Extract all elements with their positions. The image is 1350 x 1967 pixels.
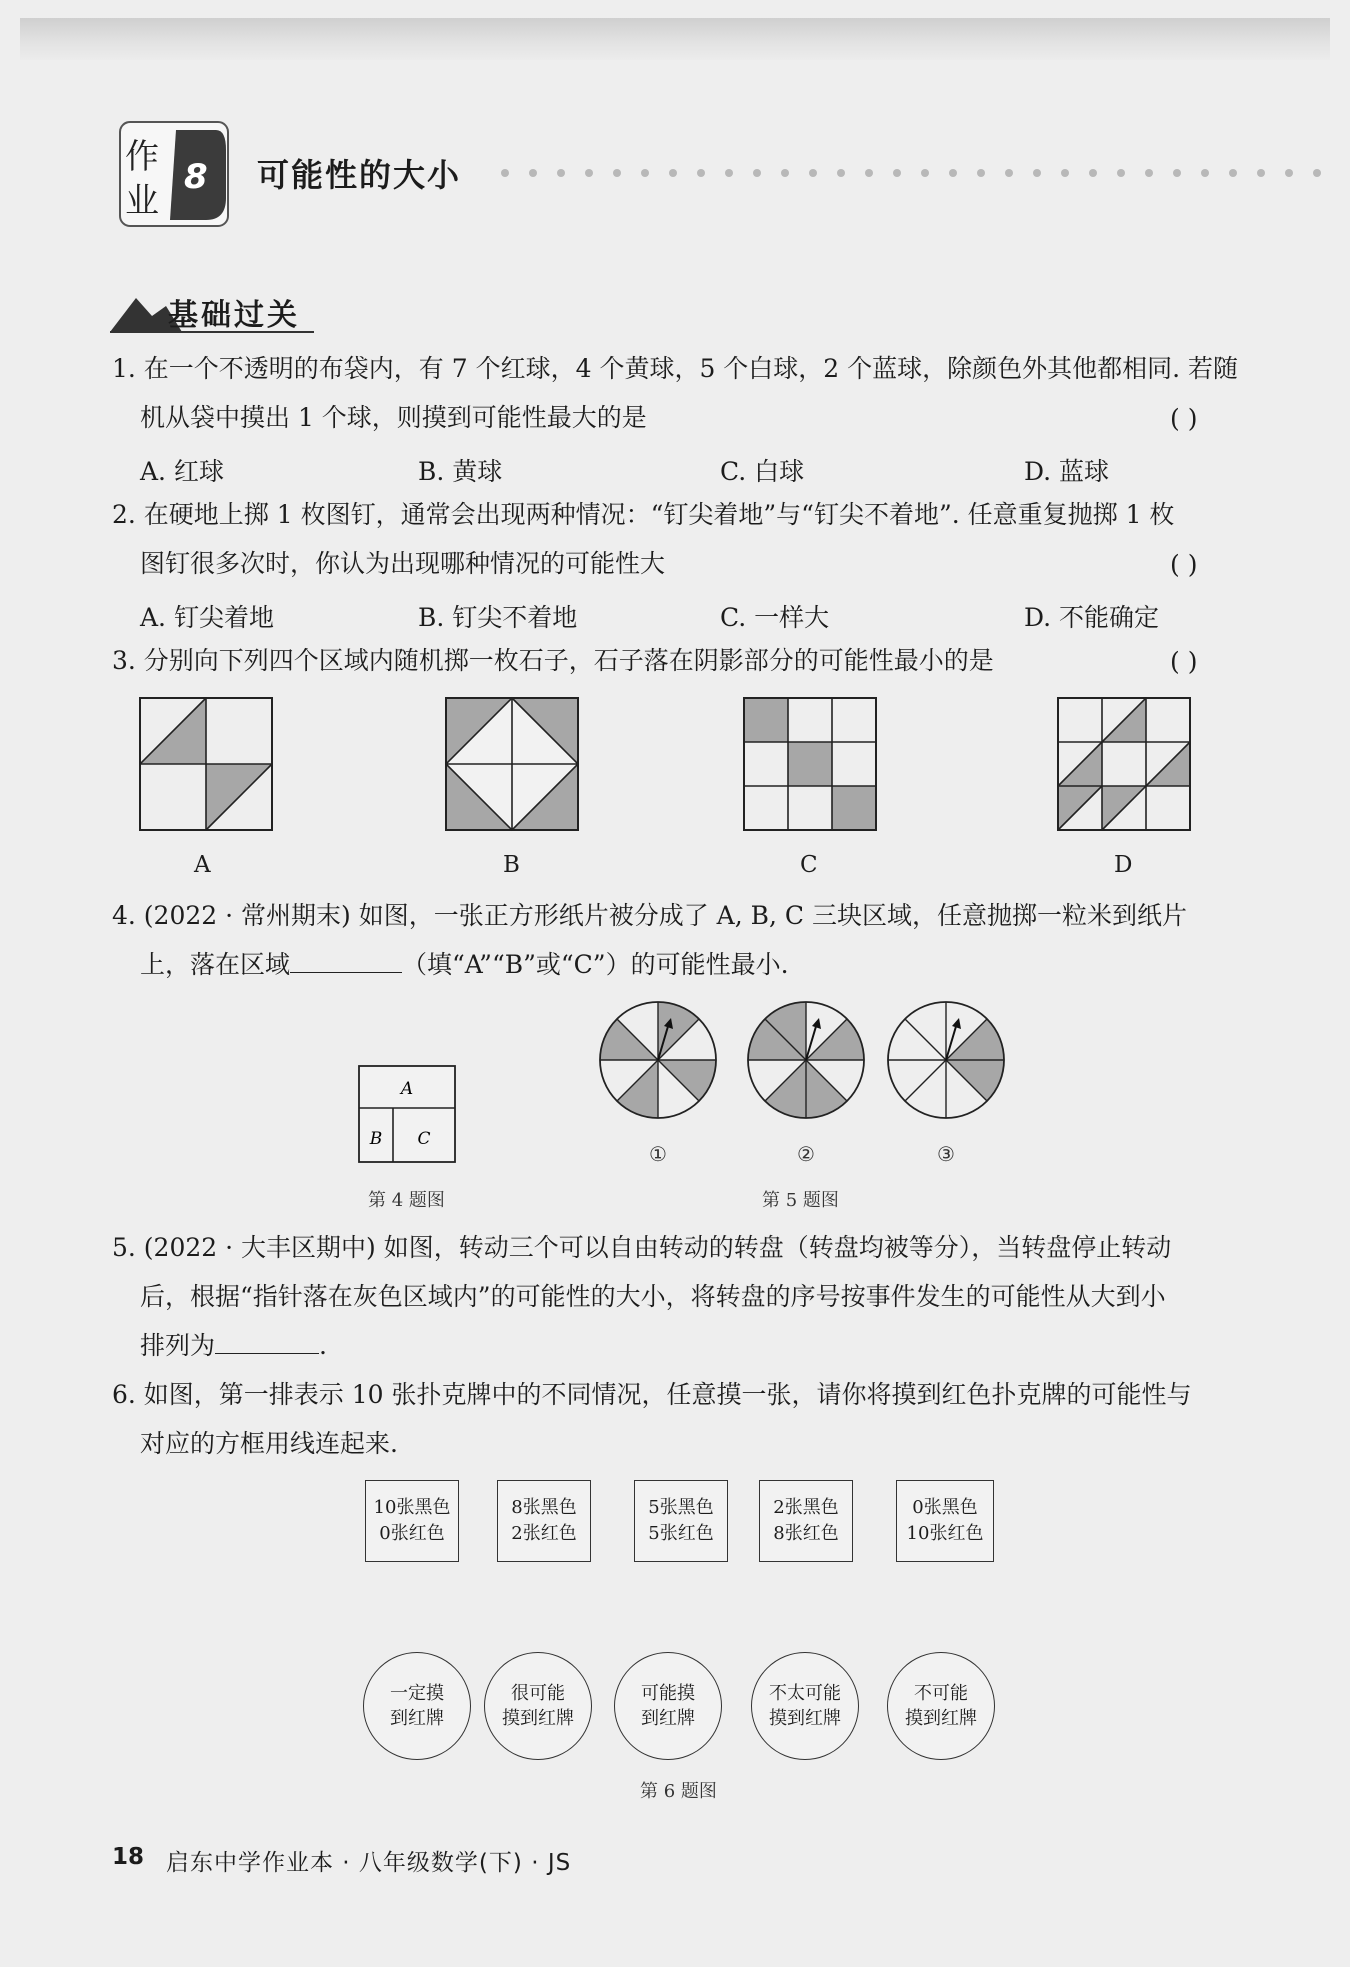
q4-answer-blank[interactable] xyxy=(290,944,402,973)
q6-card[interactable] xyxy=(497,1480,591,1562)
q5-line2: 后，根据“指针落在灰色区域内”的可能性的大小，将转盘的序号按事件发生的可能性从大到小 xyxy=(140,1282,1166,1311)
q3-label-a: A xyxy=(194,852,211,878)
q6-likelihood-line2: 到红牌 xyxy=(390,1708,444,1729)
page-number: 18 xyxy=(112,1844,145,1870)
q2-answer-paren: ( ) xyxy=(1170,550,1198,579)
q3-figure-c xyxy=(742,696,878,832)
q6-card[interactable] xyxy=(759,1480,853,1562)
title-dot-rule xyxy=(498,166,1328,180)
q5-caption: 第 5 题图 xyxy=(762,1190,839,1211)
q6-likelihood-line2: 摸到红牌 xyxy=(905,1708,977,1729)
q6-card-black: 2张黑色 xyxy=(773,1497,839,1518)
q2-option-d: D. 不能确定 xyxy=(1024,603,1160,632)
q2-option-a: A. 钉尖着地 xyxy=(140,603,274,632)
q6-likelihood-line2: 摸到红牌 xyxy=(769,1708,841,1729)
top-scan-band xyxy=(20,18,1330,60)
q5-line1: 5. (2022 · 大丰区期中) 如图，转动三个可以自由转动的转盘（转盘均被等分），当转盘停止转动 xyxy=(112,1233,1172,1262)
q4-line2-end: （填“A”“B”或“C”）的可能性最小. xyxy=(402,950,789,979)
q2-option-c: C. 一样大 xyxy=(720,603,830,632)
q1-option-a: A. 红球 xyxy=(140,457,224,486)
q6-card-red: 8张红色 xyxy=(773,1523,839,1544)
q6-card-black: 8张黑色 xyxy=(511,1497,577,1518)
q6-card-red: 2张红色 xyxy=(511,1523,577,1544)
q3-figure-a xyxy=(138,696,274,832)
q6-likelihood-line1: 不太可能 xyxy=(769,1683,841,1704)
q1-line1: 1. 在一个不透明的布袋内，有 7 个红球，4 个黄球，5 个白球，2 个蓝球，除颜色外其他都相同. 若随 xyxy=(112,354,1239,383)
q4-line1: 4. (2022 · 常州期末) 如图，一张正方形纸片被分成了 A, B, C 三块区域，任意抛掷一粒米到纸片 xyxy=(112,901,1187,930)
q5-line3-end: . xyxy=(319,1331,327,1360)
q4-line2 xyxy=(140,940,789,989)
q5-spinner-label-3: ③ xyxy=(937,1142,955,1166)
q6-card[interactable] xyxy=(365,1480,459,1562)
badge-number: 8 xyxy=(184,157,208,197)
q5-spinner-2 xyxy=(745,999,867,1121)
book-title: 启东中学作业本 · 八年级数学(下) · JS xyxy=(166,1850,572,1876)
q5-line3-start: 排列为 xyxy=(140,1331,216,1360)
q6-card-black: 0张黑色 xyxy=(912,1497,978,1518)
q5-spinner-label-1: ① xyxy=(649,1142,667,1166)
q5-spinner-3 xyxy=(885,999,1007,1121)
q4-line2-start: 上，落在区域 xyxy=(140,950,291,979)
q2-line2: 图钉很多次时，你认为出现哪种情况的可能性大 xyxy=(140,549,666,578)
q2-line1: 2. 在硬地上掷 1 枚图钉，通常会出现两种情况：“钉尖着地”与“钉尖不着地”. 任意重复抛掷 1 枚 xyxy=(112,500,1175,529)
q6-caption: 第 6 题图 xyxy=(640,1781,717,1802)
q6-likelihood[interactable] xyxy=(484,1652,592,1760)
q6-card-black: 5张黑色 xyxy=(648,1497,714,1518)
q3-label-d: D xyxy=(1114,852,1133,878)
q3-figure-b xyxy=(444,696,580,832)
q6-card-red: 10张红色 xyxy=(906,1523,984,1544)
badge-char-2: 业 xyxy=(125,181,159,221)
q6-likelihood-line1: 可能摸 xyxy=(641,1683,695,1704)
q2-option-b: B. 钉尖不着地 xyxy=(418,603,578,632)
section-label: 基础过关 xyxy=(168,298,300,333)
q4-figure xyxy=(357,1064,459,1166)
q6-line1: 6. 如图，第一排表示 10 张扑克牌中的不同情况，任意摸一张，请你将摸到红色扑克牌的可能性与 xyxy=(112,1380,1192,1409)
q6-card-black: 10张黑色 xyxy=(373,1497,451,1518)
q6-likelihood[interactable] xyxy=(751,1652,859,1760)
q6-card-red: 0张红色 xyxy=(379,1523,445,1544)
q6-likelihood-line2: 到红牌 xyxy=(641,1708,695,1729)
q3-figure-d xyxy=(1056,696,1192,832)
page-title: 可能性的大小 xyxy=(257,156,462,194)
q6-card[interactable] xyxy=(634,1480,728,1562)
q6-card-red: 5张红色 xyxy=(648,1523,714,1544)
q6-likelihood-line2: 摸到红牌 xyxy=(502,1708,574,1729)
q3-line1: 3. 分别向下列四个区域内随机掷一枚石子，石子落在阴影部分的可能性最小的是 xyxy=(112,646,994,675)
q5-spinner-1 xyxy=(597,999,719,1121)
q6-likelihood-line1: 一定摸 xyxy=(390,1683,444,1704)
q4-region-a: A xyxy=(400,1079,414,1099)
q3-label-b: B xyxy=(503,852,520,878)
q1-line2: 机从袋中摸出 1 个球，则摸到可能性最大的是 xyxy=(140,403,647,432)
q1-answer-paren: ( ) xyxy=(1170,404,1198,433)
q4-region-c: C xyxy=(417,1129,431,1149)
q5-answer-blank[interactable] xyxy=(215,1325,319,1354)
q5-line3 xyxy=(140,1321,327,1370)
q6-likelihood-line1: 很可能 xyxy=(511,1683,565,1704)
q5-spinner-label-2: ② xyxy=(797,1142,815,1166)
q6-card[interactable] xyxy=(896,1480,994,1562)
q4-region-b: B xyxy=(369,1129,383,1149)
q1-option-d: D. 蓝球 xyxy=(1024,457,1110,486)
homework-badge xyxy=(118,120,232,230)
q6-likelihood[interactable] xyxy=(614,1652,722,1760)
q6-likelihood[interactable] xyxy=(887,1652,995,1760)
q6-likelihood-line1: 不可能 xyxy=(914,1683,968,1704)
q1-option-c: C. 白球 xyxy=(720,457,805,486)
q4-caption: 第 4 题图 xyxy=(368,1190,445,1211)
badge-char-1: 作 xyxy=(125,137,159,177)
q6-line2: 对应的方框用线连起来. xyxy=(140,1429,398,1458)
q6-likelihood[interactable] xyxy=(363,1652,471,1760)
q3-label-c: C xyxy=(800,852,818,878)
q1-option-b: B. 黄球 xyxy=(418,457,503,486)
q3-answer-paren: ( ) xyxy=(1170,647,1198,676)
